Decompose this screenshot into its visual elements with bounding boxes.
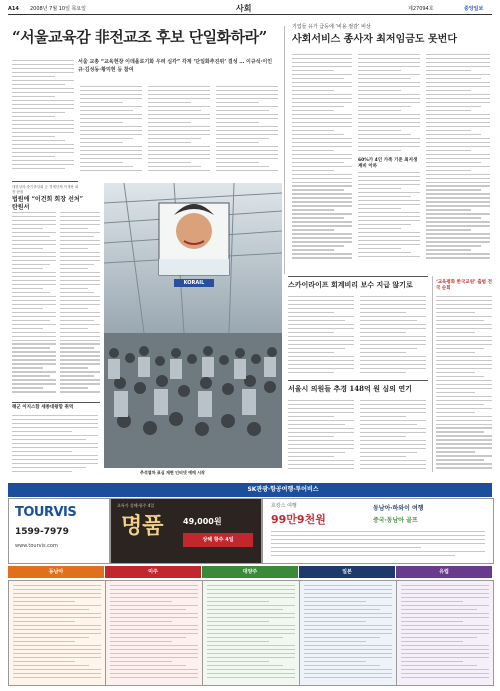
ad-banner-bar [8,483,492,497]
left-brief-body [12,415,98,475]
promo-price: 49,000원 [183,517,222,526]
listing-southeast[interactable] [8,580,106,686]
mid2-body-col2 [360,400,426,472]
issue-date: 2008년 7월 10일 목요일 [30,6,87,12]
lead-body-col2 [80,86,142,176]
mid-body-col1 [288,296,354,376]
mid-headline: 스카이라이프 회계비리 보수 지급 않기로 [288,280,413,289]
mid2-body-col1 [288,400,354,472]
strip-oceania[interactable]: 대양주 [202,566,298,578]
right-body-col4 [426,54,490,264]
left-body-col1 [12,212,56,398]
mid-body-col2 [360,296,426,376]
promo-tag: 상해 항주 4일 [183,533,253,547]
ad-banner-text: SK관광‧항공여행‧투어비스 [247,486,319,493]
right-ad-head2: 중국‧동남아 골프 [373,517,418,524]
right-ad[interactable] [262,498,494,564]
korail-banner: KORAIL [174,279,214,287]
right-subhead: 60%가 4인 가족 기준 최저생계비 이하 [358,158,418,169]
promo-big: 명품 [121,513,164,539]
divider [12,402,100,403]
edition-number: 제27094호 [408,6,434,12]
tourvis-url: www.tourvis.com [15,543,58,549]
photo-caption: 추석열차 표심 재현 인터넷 예매 시작 [140,470,205,475]
strip-america[interactable]: 미주 [105,566,201,578]
divider [12,181,78,182]
ad-strip [8,566,492,578]
paper-name: 중앙일보 [464,6,484,12]
page-header [8,4,492,15]
listing-oceania[interactable] [202,580,300,686]
right-ad-body [271,531,485,559]
left-kicker: 대한상의·중기중앙회 등 경제단체 이재용 회장 탄원 [12,185,79,194]
tourvis-phone: 1599-7979 [15,527,69,537]
right-ad-price: 99만9천원 [271,513,326,526]
left-brief-title: 해군 이지스함 세종대왕함 취역 [12,405,74,410]
tourvis-ad[interactable] [8,498,110,564]
right-body-col1 [292,54,352,264]
right-ad-tagline: 호캉스 여행 [271,503,297,509]
right-kicker: 기업들 유가 급등에 ‘비용 절감’ 비상 [292,24,371,30]
divider [288,380,428,381]
page-number: A14 [8,6,19,12]
promo-ad[interactable] [110,498,262,564]
strip-southeast[interactable]: 동남아 [8,566,104,578]
left-headline: 법원에 “이건희 회장 선처” 탄원서 [12,196,84,211]
column-divider [284,26,285,274]
side-brief-title: ‘교육평화 한국교원’ 출범 전국 순회 [436,280,492,291]
lead-deck: 서울 교총 “교육현장 이데올로기화 우려 심각” 각계 ‘단일화추진위’ 결성 … 이규석·이인규·김성동·황익현 등 참여 [78,59,273,73]
side-brief-body [436,296,492,472]
promo-head: 초특가 상해‧항주 4일 [117,503,155,508]
strip-europe[interactable]: 유럽 [396,566,492,578]
section-title: 사회 [236,4,252,13]
lead-body-col3 [148,86,210,176]
listing-japan[interactable] [299,580,397,686]
strip-japan[interactable]: 일본 [299,566,395,578]
divider [288,276,428,277]
left-body-col2 [60,212,100,398]
listing-europe[interactable] [396,580,494,686]
right-ad-head: 동남아‧하와이 여행 [373,505,424,512]
lead-headline: “서울교육감 非전교조 후보 단일화하라” [12,28,267,46]
lead-body-col1 [12,60,74,174]
lead-body-col4 [216,86,278,176]
right-body-col2 [358,54,420,154]
listing-america[interactable] [105,580,203,686]
right-body-col3 [358,172,420,262]
right-headline: 사회서비스 종사자 최저임금도 못번다 [292,34,458,45]
station-photo [104,183,282,468]
column-divider [432,276,433,472]
mid2-headline: 서울시 의원들 추경 148억 원 심의 연기 [288,384,412,393]
tourvis-logo: TOURVIS [15,505,77,520]
